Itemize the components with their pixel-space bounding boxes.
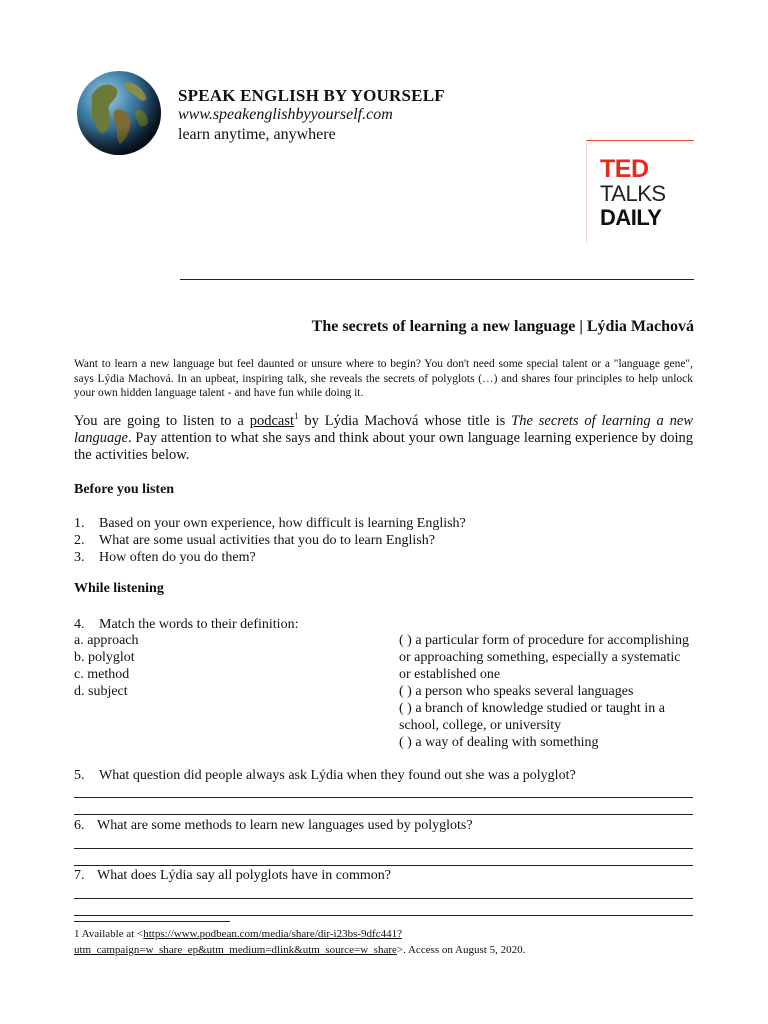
globe-logo [76, 70, 162, 156]
question-number: 7. [74, 868, 85, 883]
header-divider [180, 279, 694, 280]
answer-line[interactable] [74, 898, 693, 899]
answer-line[interactable] [74, 814, 693, 815]
footnote [74, 926, 694, 958]
footnote-prefix: Available at < [79, 928, 144, 940]
question-number: 1. [74, 516, 85, 531]
ted-logo-line3: DAILY [600, 205, 662, 230]
while-listening-heading: While listening [74, 581, 164, 596]
footnote-line-1 [74, 926, 694, 942]
question-text: Based on your own experience, how difficult is learning English? [99, 516, 466, 531]
ted-talks-daily-logo [586, 140, 694, 243]
summary-paragraph: Want to learn a new language but feel daunted or unsure where to begin? You don't need some special talent or a "language gene", says Lýdia Machová. In an upbeat, inspiring talk, she reveals the secrets of polyglots (…) and shares four principles to help unlock your own hidden language talent - and have fun while doing it. [74, 358, 693, 399]
intro-talk-title: The secrets of learning a new language [74, 413, 694, 446]
question-text: What are some usual activities that you do to learn English? [99, 533, 435, 548]
question-text: What question did people always ask Lýdia when they found out she was a polyglot? [99, 768, 576, 783]
word-item: b. polyglot [74, 650, 135, 665]
question-text: Match the words to their definition: [99, 617, 299, 632]
word-item: c. method [74, 667, 130, 682]
definition-item: ( ) a way of dealing with something [399, 735, 599, 750]
document-title: The secrets of learning a new language | Lýdia Machová [311, 318, 694, 335]
footnote-ref[interactable]: 1 [294, 411, 299, 422]
definition-item: ( ) a person who speaks several languages [399, 684, 634, 699]
footnote-number: 1 [74, 928, 80, 940]
question-5 [74, 767, 693, 784]
answer-line[interactable] [74, 915, 693, 916]
question-4 [74, 616, 298, 633]
intro-text-3: . Pay attention to what she says and think about your own language learning experience by doing the activities below. [74, 430, 693, 463]
brand-title: SPEAK ENGLISH BY YOURSELF [178, 86, 445, 105]
brand-url[interactable]: www.speakenglishbyyourself.com [178, 106, 393, 123]
question-number: 5. [74, 768, 85, 783]
question-text: How often do you do them? [99, 550, 256, 565]
footnote-line-2 [74, 942, 694, 958]
question-2 [74, 532, 466, 549]
intro-text-2: by Lýdia Machová whose title is [298, 413, 512, 429]
footnote-link-part1[interactable]: https://www.podbean.com/media/share/dir-i23bs-9dfc441? [143, 928, 402, 940]
question-1 [74, 515, 466, 532]
question-text: What are some methods to learn new languages used by polyglots? [97, 818, 473, 833]
intro-text-1: You are going to listen to a [74, 413, 250, 429]
ted-logo-line2: TALKS [600, 181, 666, 206]
footnote-link-part2[interactable]: utm_campaign=w_share_ep&utm_medium=dlink&utm_source=w_share [74, 944, 397, 956]
before-listen-heading: Before you listen [74, 482, 175, 497]
word-item: d. subject [74, 684, 128, 699]
question-text: What does Lýdia say all polyglots have in common? [97, 868, 391, 883]
definition-list [399, 632, 695, 751]
question-number: 3. [74, 550, 85, 565]
before-question-list [74, 515, 466, 566]
question-number: 6. [74, 818, 85, 833]
definition-item: ( ) a particular form of procedure for accomplishing or approaching something, especially a systematic or established one [399, 633, 689, 682]
definition-item: ( ) a branch of knowledge studied or taught in a school, college, or university [399, 701, 665, 733]
answer-line[interactable] [74, 797, 693, 798]
intro-paragraph [74, 413, 693, 464]
podcast-link[interactable]: podcast [249, 413, 295, 429]
answer-line[interactable] [74, 865, 693, 866]
footnote-suffix: >. Access on August 5, 2020. [396, 944, 526, 956]
question-number: 2. [74, 533, 85, 548]
word-list [74, 632, 139, 700]
footnote-separator [74, 921, 230, 922]
word-item: a. approach [74, 633, 139, 648]
question-7 [74, 867, 693, 884]
brand-tagline: learn anytime, anywhere [178, 126, 336, 143]
question-3 [74, 549, 466, 566]
answer-line[interactable] [74, 848, 693, 849]
question-number: 4. [74, 617, 85, 632]
ted-logo-line1: TED [600, 155, 649, 183]
question-6 [74, 817, 693, 834]
